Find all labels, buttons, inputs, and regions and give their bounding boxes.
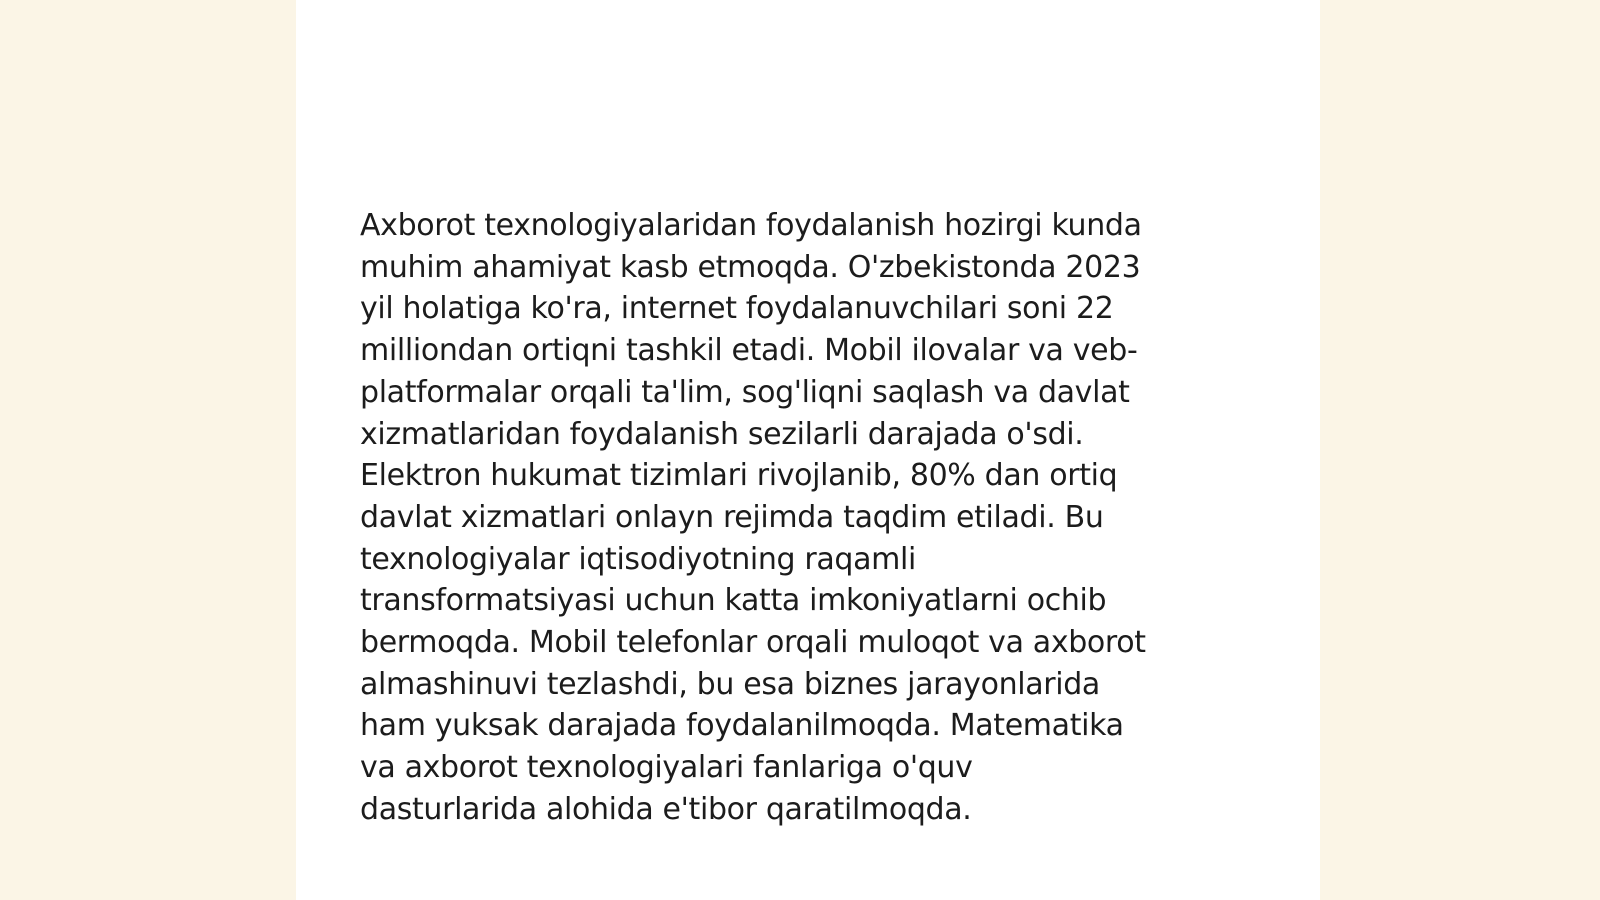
document-page [296,0,1320,900]
body-paragraph: Axborot texnologiyalaridan foydalanish hozirgi kunda muhim ahamiyat kasb etmoqda. O'zbekistonda 2023 yil holatiga ko'ra, internet foydalanuvchilari soni 22 milliondan ortiqni tashkil etadi. Mobil ilovalar va veb- platformalar orqali ta'lim, sog'liqni saqlash va davlat xizmatlaridan foydalanish sezilarli darajada o'sdi. Elektron hukumat tizimlari rivojlanib, 80% dan ortiq davlat xizmatlari onlayn rejimda taqdim etiladi. Bu texnologiyalar iqtisodiyotning raqamli transformatsiyasi uchun katta imkoniyatlarni ochib bermoqda. Mobil telefonlar orqali muloqot va axborot almashinuvi tezlashdi, bu esa biznes jarayonlarida ham yuksak darajada foydalanilmoqda. Matematika va axborot texnologiyalari fanlariga o'quv dasturlarida alohida e'tibor qaratilmoqda. [360,208,1146,827]
